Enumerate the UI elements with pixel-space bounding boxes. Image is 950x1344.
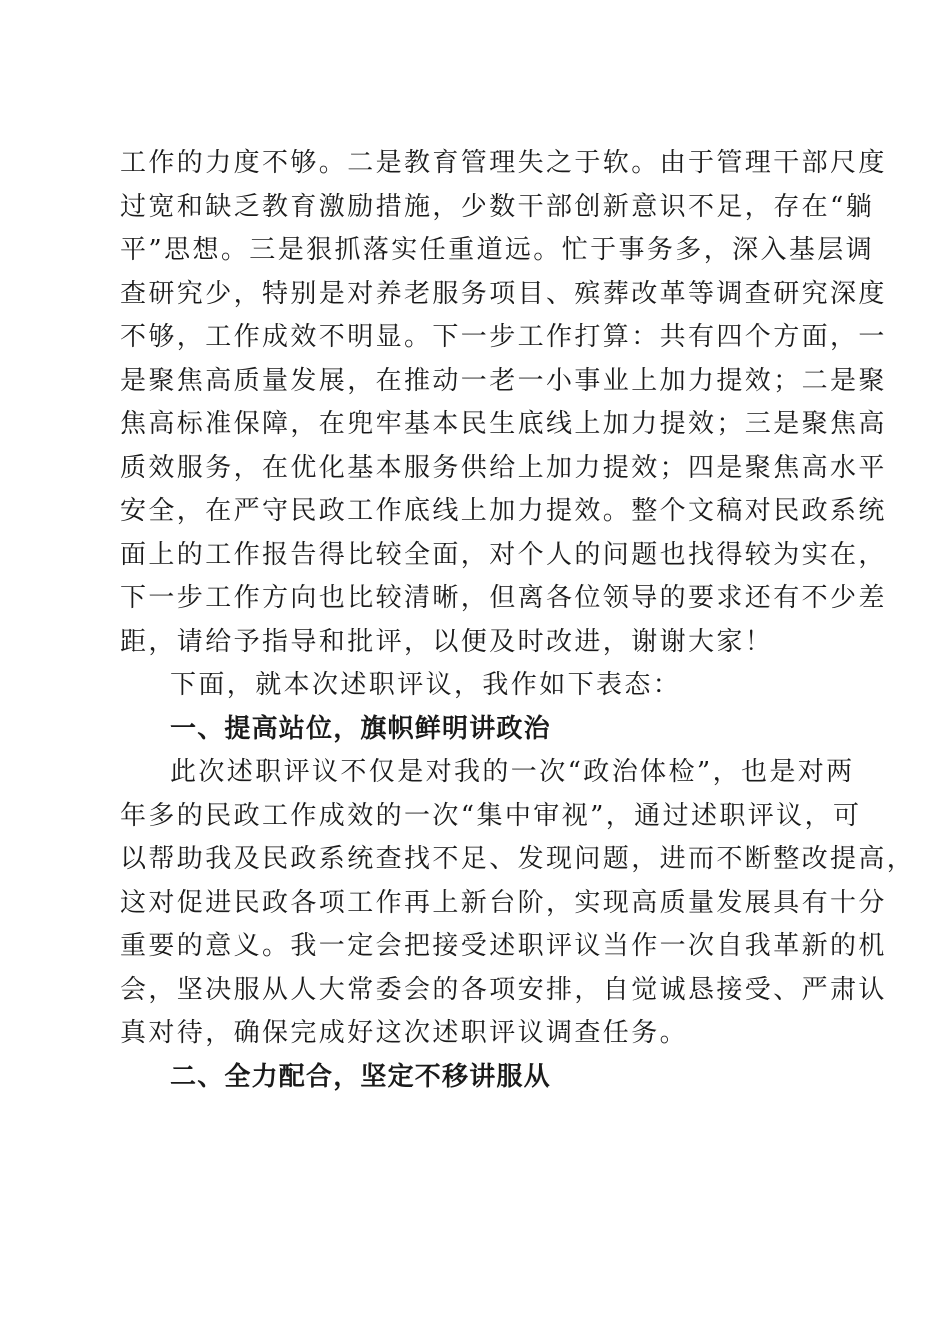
paragraph-2 — [120, 664, 832, 708]
document-body — [120, 142, 916, 1099]
paragraph-line: 质效服务，在优化基本服务供给上加力提效；四是聚焦高水平 — [120, 452, 887, 483]
paragraph-line: 面上的工作报告得比较全面，对个人的问题也找得较为实在， — [120, 539, 887, 570]
paragraph-line: 不够，工作成效不明显。下一步工作打算：共有四个方面，一 — [120, 322, 887, 352]
paragraph-1 — [120, 142, 887, 664]
paragraph-line: 真对待，确保完成好这次述职评议调查任务。 — [120, 1018, 689, 1048]
paragraph-line: 平”思想。三是狠抓落实任重道远。忙于事务多，深入基层调 — [120, 235, 875, 265]
paragraph-line: 距，请给予指导和批评，以便及时改进，谢谢大家！ — [120, 626, 774, 657]
paragraph-line: 是聚焦高质量发展，在推动一老一小事业上加力提效；二是聚 — [120, 365, 887, 396]
section-heading-1: 一、提高站位，旗帜鲜明讲政治 — [170, 713, 551, 744]
paragraph-line: 以帮助我及民政系统查找不足、发现问题，进而不断整改提高， — [120, 844, 916, 874]
paragraph-line: 年多的民政工作成效的一次“集中审视”，通过述职评议，可 — [120, 800, 862, 831]
paragraph-line: 过宽和缺乏教育激励措施，少数干部创新意识不足，存在“躺 — [120, 191, 875, 222]
paragraph-line: 查研究少，特别是对养老服务项目、殡葬改革等调查研究深度 — [120, 278, 887, 309]
paragraph-line: 下面，就本次述职评议，我作如下表态： — [170, 670, 682, 700]
paragraph-line: 会，坚决服从人大常委会的各项安排，自觉诚恳接受、严肃认 — [120, 974, 887, 1005]
section-heading-2: 二、全力配合，坚定不移讲服从 — [170, 1061, 551, 1092]
paragraph-line: 安全，在严守民政工作底线上加力提效。整个文稿对民政系统 — [120, 496, 887, 526]
paragraph-line: 下一步工作方向也比较清晰，但离各位领导的要求还有不少差 — [120, 583, 887, 613]
paragraph-line: 此次述职评议不仅是对我的一次“政治体检”，也是对两 — [170, 757, 855, 787]
paragraph-line: 工作的力度不够。二是教育管理失之于软。由于管理干部尺度 — [120, 148, 887, 178]
paragraph-line: 这对促进民政各项工作再上新台阶，实现高质量发展具有十分 — [120, 887, 887, 918]
paragraph-line: 焦高标准保障，在兜牢基本民生底线上加力提效；三是聚焦高 — [120, 409, 887, 439]
paragraph-line: 重要的意义。我一定会把接受述职评议当作一次自我革新的机 — [120, 931, 887, 961]
paragraph-3 — [120, 751, 916, 1056]
